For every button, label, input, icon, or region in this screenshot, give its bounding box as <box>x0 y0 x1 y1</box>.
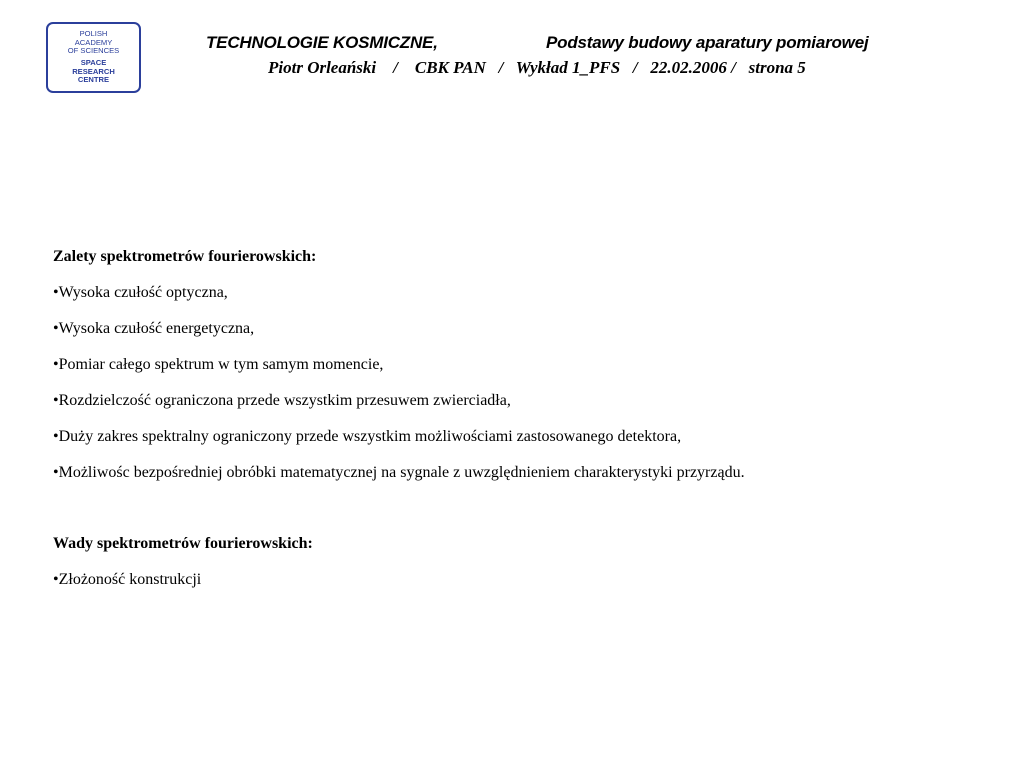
advantage-item: •Duży zakres spektralny ograniczony przede wszystkim możliwościami zastosowanego detektora, <box>53 428 682 445</box>
advantages-heading: Zalety spektrometrów fourierowskich: <box>53 248 317 265</box>
disadvantage-item: •Złożoność konstrukcji <box>53 571 202 588</box>
logo-text-line: SPACE <box>80 58 107 67</box>
disadvantages-heading: Wady spektrometrów fourierowskich: <box>53 535 313 552</box>
advantage-item: •Wysoka czułość optyczna, <box>53 284 228 301</box>
logo-text-line: RESEARCH <box>72 66 115 76</box>
logo-text-line: CENTRE <box>77 75 110 85</box>
logo-text-line: POLISH <box>79 29 108 39</box>
logo-text-line: ACADEMY <box>74 37 113 47</box>
advantage-item: •Pomiar całego spektrum w tym samym momencie, <box>53 356 384 373</box>
header-title: TECHNOLOGIE KOSMICZNE, <box>206 33 438 52</box>
header-course: Podstawy budowy aparatury pomiarowej <box>546 33 869 52</box>
slide-content <box>53 246 993 605</box>
advantage-item: •Możliwośc bezpośredniej obróbki matematycznej na sygnale z uwzględnieniem charakterystyki przyrządu. <box>53 464 745 481</box>
header-subtitle: Piotr Orleański / CBK PAN / Wykład 1_PFS / 22.02.2006 / strona 5 <box>268 58 806 77</box>
institution-logo <box>46 22 141 93</box>
logo-text-line: OF SCIENCES <box>67 46 120 56</box>
advantage-item: •Rozdzielczość ograniczona przede wszystkim przesuwem zwierciadła, <box>53 392 511 409</box>
advantage-item: •Wysoka czułość energetyczna, <box>53 320 255 337</box>
